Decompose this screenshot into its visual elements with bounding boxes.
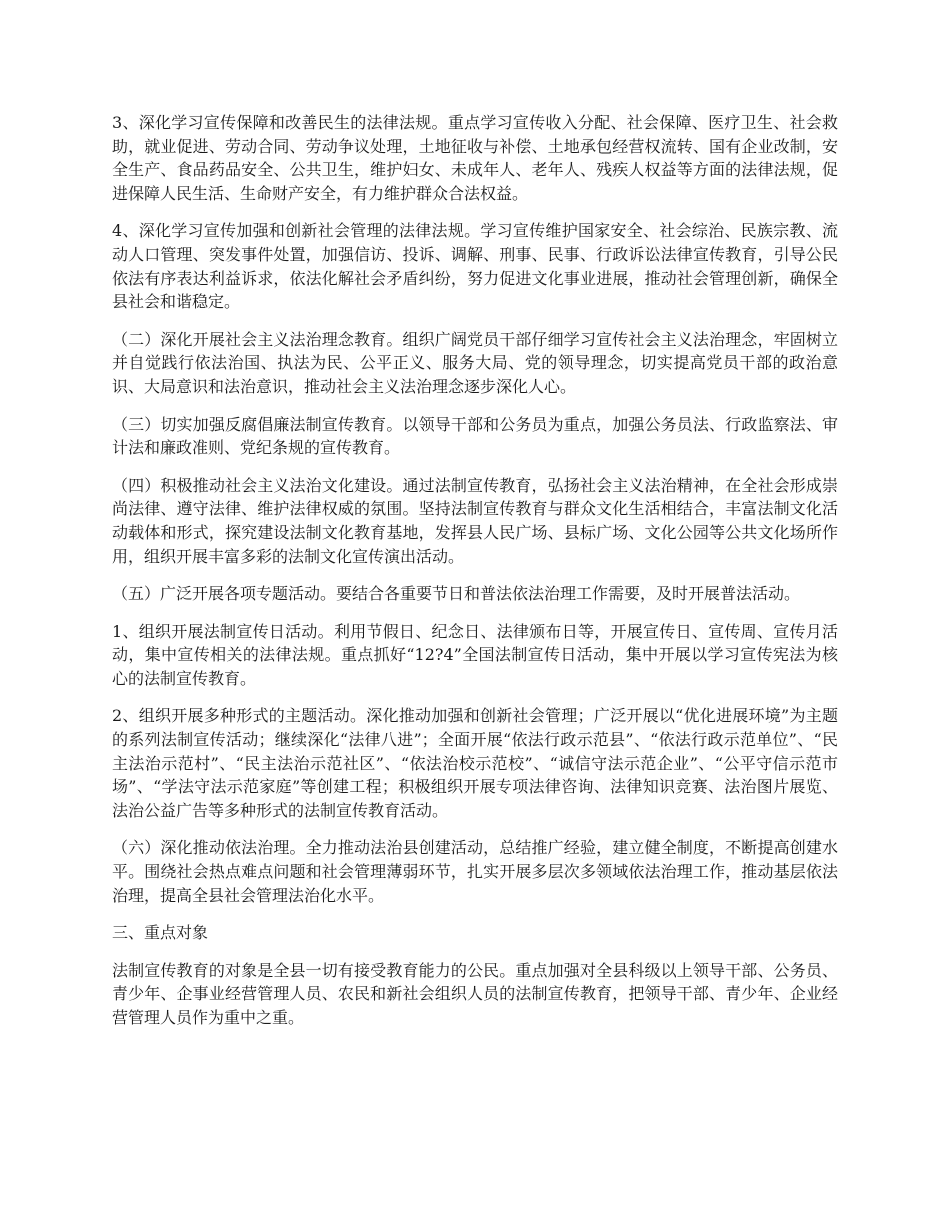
paragraph-rule-of-law-concept: （二）深化开展社会主义法治理念教育。组织广阔党员干部仔细学习宣传社会主义法治理念，牢固树立并自觉践行依法治国、执法为民、公平正义、服务大局、党的领导理念，切实提高党员干部的政治意识、大局意识和法治意识，推动社会主义法治理念逐步深化人心。 xyxy=(112,329,838,396)
paragraph-theme-activities: 2、组织开展多种形式的主题活动。深化推动加强和创新社会管理；广泛开展以“优化进展环境”为主题的系列法制宣传活动；继续深化“法律八进”；全面开展“依法行政示范县”、“依法行政示范单位”、“民主法治示范村”、“民主法治示范社区”、“依法治校示范校”、“诚信守法示范企业”、“公平守信示范市场”、“学法守法示范家庭”等创建工程；积极组织开展专项法律咨询、法律知识竞赛、法治图片展览、法治公益广告等多种形式的法制宣传教育活动。 xyxy=(112,706,838,820)
paragraph-rule-of-law-culture: （四）积极推动社会主义法治文化建设。通过法制宣传教育，弘扬社会主义法治精神，在全社会形成崇尚法律、遵守法律、维护法律权威的氛围。坚持法制宣传教育与群众文化生活相结合，丰富法制文化活动载体和形式，探究建设法制文化教育基地，发挥县人民广场、县标广场、文化公园等公共文化场所作用，组织开展丰富多彩的法制文化宣传演出活动。 xyxy=(112,475,838,566)
paragraph-anti-corruption: （三）切实加强反腐倡廉法制宣传教育。以领导干部和公务员为重点，加强公务员法、行政监察法、审计法和廉政准则、党纪条规的宣传教育。 xyxy=(112,414,838,458)
section-heading-key-targets: 三、重点对象 xyxy=(112,923,209,943)
paragraph-legal-publicity-day: 1、组织开展法制宣传日活动。利用节假日、纪念日、法律颁布日等，开展宣传日、宣传周、宣传月活动，集中宣传相关的法律法规。重点抓好“12?4”全国法制宣传日活动，集中开展以学习宣传宪法为核心的法制宣传教育。 xyxy=(112,621,838,688)
paragraph-governance-by-law: （六）深化推动依法治理。全力推动法治县创建活动，总结推广经验，建立健全制度，不断提高创建水平。围绕社会热点难点问题和社会管理薄弱环节，扎实开展多层次多领域依法治理工作，推动基层依法治理，提高全县社会管理法治化水平。 xyxy=(112,838,838,905)
paragraph-social-management-laws: 4、深化学习宣传加强和创新社会管理的法律法规。学习宣传维护国家安全、社会综治、民族宗教、流动人口管理、突发事件处置，加强信访、投诉、调解、刑事、民事、行政诉讼法律宣传教育，引导公民依法有序表达利益诉求，依法化解社会矛盾纠纷，努力促进文化事业进展，推动社会管理创新，确保全县社会和谐稳定。 xyxy=(112,221,838,312)
paragraph-key-targets: 法制宣传教育的对象是全县一切有接受教育能力的公民。重点加强对全县科级以上领导干部、公务员、青少年、企事业经营管理人员、农民和新社会组织人员的法制宣传教育，把领导干部、青少年、企业经营管理人员作为重中之重。 xyxy=(112,960,838,1027)
paragraph-people-livelihood-laws: 3、深化学习宣传保障和改善民生的法律法规。重点学习宣传收入分配、社会保障、医疗卫生、社会救助，就业促进、劳动合同、劳动争议处理，土地征收与补偿、土地承包经营权流转、国有企业改制，安全生产、食品药品安全、公共卫生，维护妇女、未成年人、老年人、残疾人权益等方面的法律法规，促进保障人民生活、生命财产安全，有力维护群众合法权益。 xyxy=(112,113,838,203)
paragraph-special-activities: （五）广泛开展各项专题活动。要结合各重要节日和普法依法治理工作需要，及时开展普法活动。 xyxy=(112,584,801,604)
